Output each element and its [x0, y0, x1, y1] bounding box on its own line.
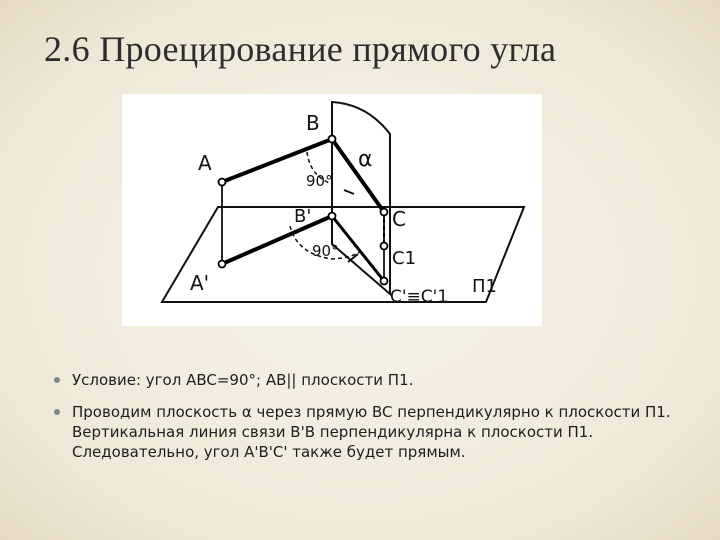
label-b: B — [306, 111, 320, 135]
point-c — [381, 209, 388, 216]
label-angle-bottom: 90° — [312, 242, 339, 260]
point-b — [329, 136, 336, 143]
label-b-prime: B' — [294, 206, 312, 227]
point-a-prime — [219, 261, 226, 268]
label-c: C — [392, 207, 406, 231]
bullet-dot-icon — [54, 409, 60, 415]
label-alpha: α — [358, 147, 373, 172]
slide-title: 2.6 Проецирование прямого угла — [44, 29, 557, 69]
bullet-item — [52, 370, 692, 390]
bullet-text: Проводим плоскость α через прямую BC перпендикулярно к плоскости П1. Вертикальная линия связи B'B перпендикулярна к плоскости П1. Следовательно, угол A'B'C' также будет прямым. — [72, 403, 671, 461]
right-angle-projection-drawing — [122, 94, 542, 326]
line-b-prime-c-prime — [332, 216, 384, 281]
point-c-prime — [381, 278, 388, 285]
label-c-prime: C'≡C'1 — [390, 287, 449, 307]
bullet-text: Условие: угол ABC=90°; AB|| плоскости П1. — [72, 371, 414, 389]
bullet-item — [52, 402, 692, 462]
projection-figure — [122, 94, 542, 326]
label-angle-top: 90° — [306, 172, 333, 190]
bullet-dot-icon — [54, 377, 60, 383]
label-a: A — [198, 151, 212, 175]
bullet-list — [52, 370, 692, 462]
arrow-mark-top — [344, 190, 354, 194]
label-c1: C1 — [392, 248, 417, 269]
label-plane: П1 — [472, 276, 497, 297]
alpha-plane-outline — [332, 102, 390, 294]
point-b-prime — [329, 213, 336, 220]
label-a-prime: A' — [190, 271, 210, 295]
point-c1 — [381, 243, 388, 250]
point-a — [219, 179, 226, 186]
